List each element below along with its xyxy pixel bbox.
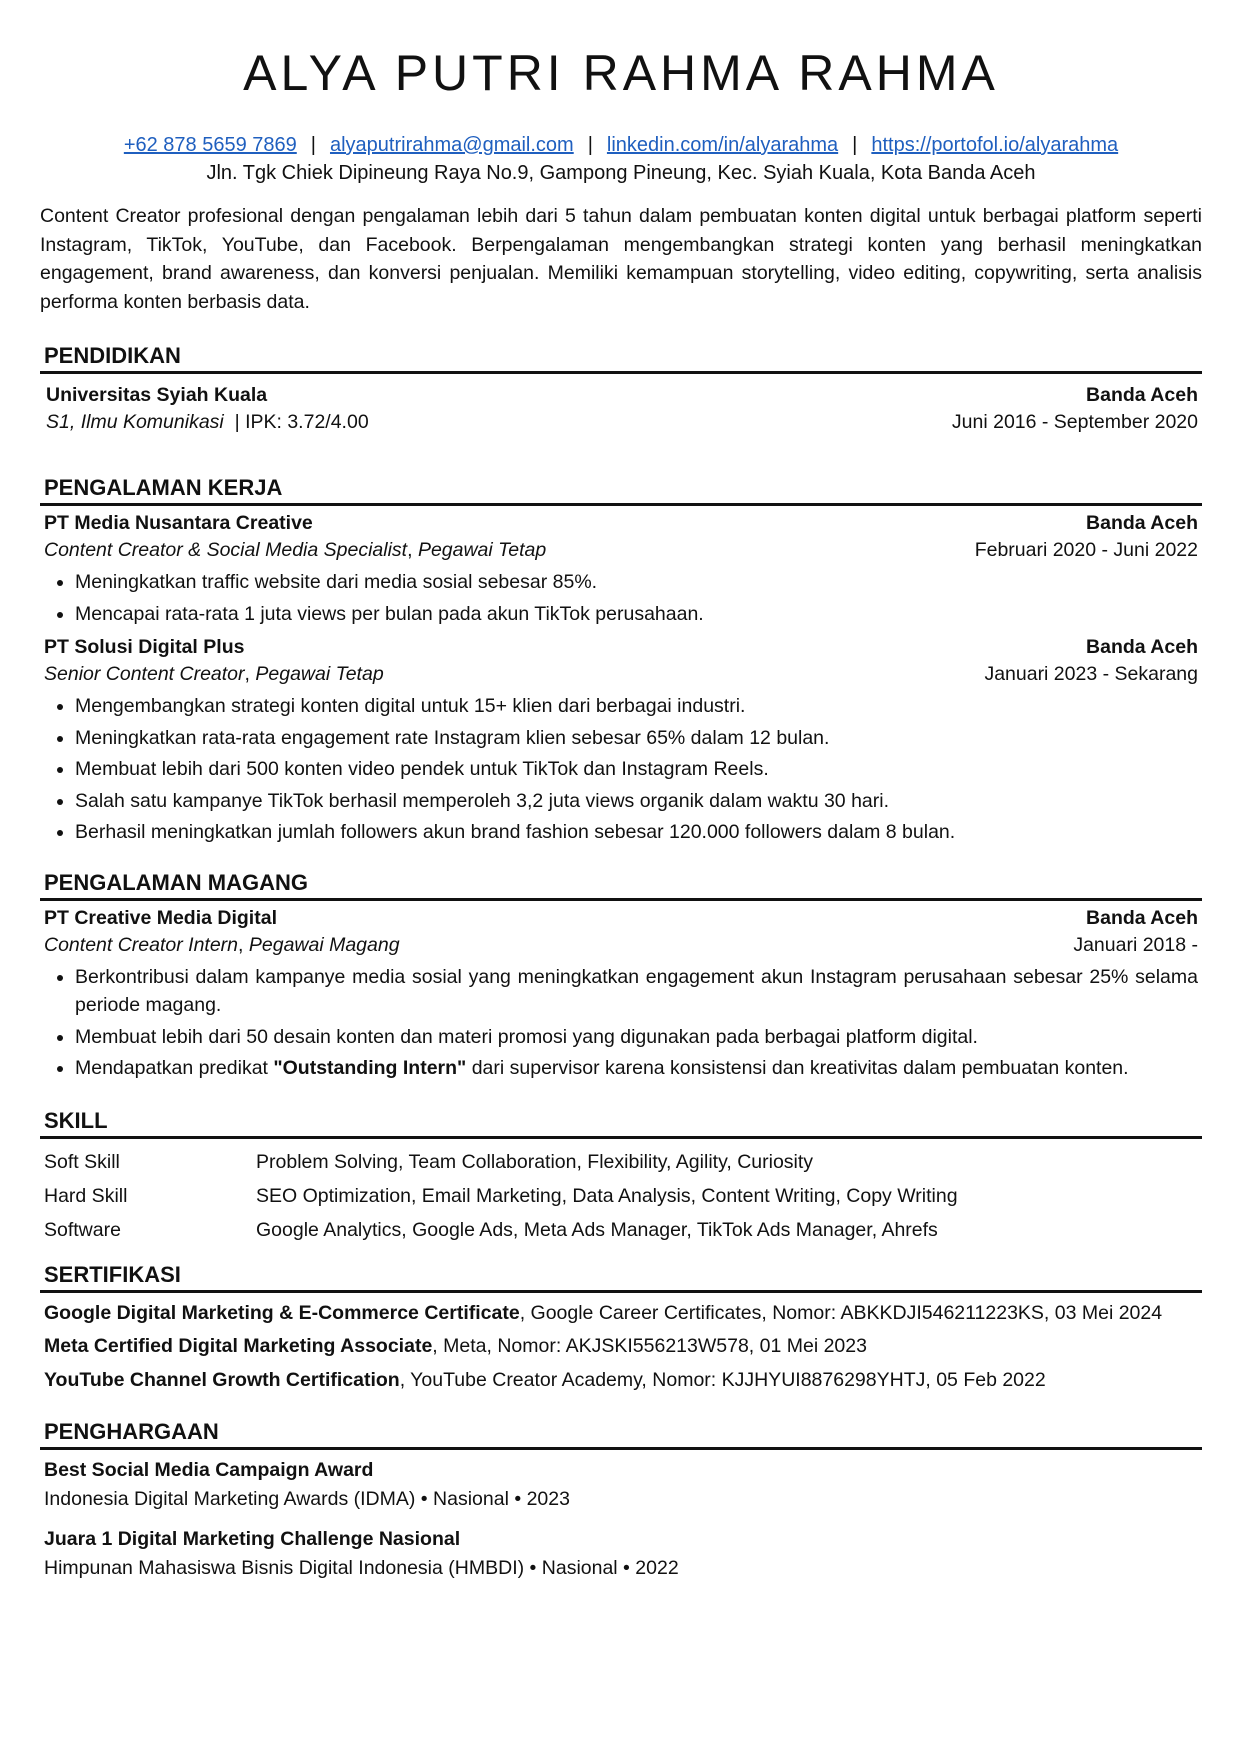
- list-item: • Berkontribusi dalam kampanye media sosial yang meningkatkan engagement akun Instagram perusahaan sebesar 25% selama periode magang.: [75, 963, 1198, 1020]
- certifications-section: [40, 1261, 1202, 1395]
- skill-row: [44, 1145, 1198, 1179]
- gpa: | IPK: 3.72/4.00: [223, 411, 369, 433]
- bullet-highlight: "Outstanding Intern": [273, 1057, 467, 1079]
- email-link[interactable]: alyaputrirahma@gmail.com: [329, 134, 574, 156]
- list-item: • Meningkatkan rata-rata engagement rate Instagram klien sebesar 65% dalam 12 bulan.: [75, 724, 1198, 753]
- contact-line: [40, 132, 1202, 158]
- skills-table: [40, 1139, 1202, 1247]
- company-name: PT Creative Media Digital: [44, 906, 277, 929]
- major: , Ilmu Komunikasi: [69, 411, 224, 433]
- company-name: PT Solusi Digital Plus: [44, 636, 245, 658]
- job-bullets: [44, 568, 1198, 628]
- education-period: Juni 2016 - September 2020: [951, 411, 1198, 433]
- section-title-skills: SKILL: [40, 1107, 1202, 1139]
- job-location: Banda Aceh: [1086, 512, 1198, 534]
- section-title-education: PENDIDIKAN: [40, 342, 1202, 374]
- separator: |: [310, 134, 316, 156]
- job-type: Pegawai Tetap: [417, 539, 547, 561]
- candidate-name: ALYA PUTRI RAHMA RAHMA: [243, 45, 999, 101]
- job-role-line: Content Creator & Social Media Specialist, Pegawai Tetap: [44, 539, 547, 561]
- internship-section: [40, 869, 1202, 1083]
- internship-role-line: Content Creator Intern, Pegawai Magang: [44, 933, 400, 956]
- skill-category: Soft Skill: [44, 1150, 120, 1173]
- internship-role: Content Creator Intern: [44, 933, 239, 956]
- award-detail: Indonesia Digital Marketing Awards (IDMA) • Nasional • 2023: [44, 1487, 570, 1510]
- award-name: Best Social Media Campaign Award: [44, 1459, 374, 1481]
- list-item: • Mencapai rata-rata 1 juta views per bulan pada akun TikTok perusahaan.: [75, 600, 1198, 629]
- skill-items: SEO Optimization, Email Marketing, Data Analysis, Content Writing, Copy Writing: [256, 1184, 958, 1207]
- experience-section: [40, 474, 1202, 847]
- certification-item: [40, 1366, 1202, 1395]
- summary: Content Creator profesional dengan pengalaman lebih dari 5 tahun dalam pembuatan konten digital untuk berbagai platform seperti Instagram, TikTok, YouTube, dan Facebook. Berpengalaman mengembangkan strategi konten yang berhasil meningkatkan engagement, brand awareness, dan konversi penjualan. Memiliki kemampuan storytelling, video editing, copywriting, serta analisis performa konten berbasis data.: [40, 205, 1202, 313]
- skill-items: Problem Solving, Team Collaboration, Flexibility, Agility, Curiosity: [256, 1150, 814, 1173]
- list-item: • Membuat lebih dari 500 konten video pendek untuk TikTok dan Instagram Reels.: [75, 755, 1198, 784]
- degree: S1: [46, 411, 70, 433]
- certification-detail: , Meta, Nomor: AKJSKI556213W578, 01 Mei 2023: [432, 1335, 867, 1357]
- school-location: Banda Aceh: [1086, 384, 1198, 406]
- phone-link[interactable]: +62 878 5659 7869: [123, 134, 297, 156]
- list-item: • Mengembangkan strategi konten digital untuk 15+ klien dari berbagai industri.: [75, 692, 1198, 721]
- portfolio-link[interactable]: https://portofol.io/alyarahma: [871, 134, 1119, 156]
- section-title-experience: PENGALAMAN KERJA: [40, 474, 1202, 506]
- job-entry: [40, 634, 1202, 847]
- job-role-line: Senior Content Creator, Pegawai Tetap: [44, 663, 384, 685]
- job-entry: [40, 510, 1202, 628]
- list-item: • Salah satu kampanye TikTok berhasil memperoleh 3,2 juta views organik dalam waktu 30 hari.: [75, 787, 1198, 816]
- school-name: Universitas Syiah Kuala: [46, 384, 268, 406]
- job-location: Banda Aceh: [1086, 636, 1198, 658]
- skill-category: Hard Skill: [44, 1184, 128, 1207]
- job-role: Content Creator & Social Media Specialist: [44, 539, 408, 561]
- skill-category: Software: [44, 1218, 121, 1241]
- certification-detail: , Google Career Certificates, Nomor: ABKKDJI546211223KS, 03 Mei 2024: [519, 1301, 1163, 1324]
- internship-period: Januari 2018 -: [1073, 933, 1198, 956]
- education-entry: [40, 374, 1202, 436]
- job-period: Januari 2023 - Sekarang: [984, 663, 1198, 685]
- separator: |: [852, 134, 858, 156]
- skills-section: [40, 1107, 1202, 1247]
- award-name: Juara 1 Digital Marketing Challenge Nasional: [44, 1528, 461, 1550]
- internship-entry: [40, 905, 1202, 1083]
- section-title-internship: PENGALAMAN MAGANG: [40, 869, 1202, 901]
- internship-type: Pegawai Magang: [248, 933, 400, 956]
- bullet-text: Mendapatkan predikat: [75, 1057, 274, 1079]
- job-bullets: [44, 692, 1198, 847]
- linkedin-link[interactable]: linkedin.com/in/alyarahma: [606, 134, 839, 156]
- certification-item: [40, 1332, 1202, 1361]
- award-item: [40, 1456, 1202, 1513]
- bullet-text: dari supervisor karena konsistensi dan kreativitas dalam pembuatan konten.: [466, 1057, 1129, 1079]
- section-title-certifications: SERTIFIKASI: [40, 1261, 1202, 1293]
- skill-row: [44, 1179, 1198, 1213]
- company-name: PT Media Nusantara Creative: [44, 512, 313, 534]
- internship-bullets: [44, 963, 1198, 1083]
- internship-location: Banda Aceh: [1086, 906, 1198, 929]
- list-item: • Berhasil meningkatkan jumlah followers akun brand fashion sebesar 120.000 followers dalam 8 bulan.: [75, 818, 1198, 847]
- degree-line: [46, 409, 369, 436]
- list-item: • Meningkatkan traffic website dari media sosial sebesar 85%.: [75, 568, 1198, 597]
- section-title-awards: PENGHARGAAN: [40, 1418, 1202, 1450]
- certification-name: YouTube Channel Growth Certification: [44, 1368, 400, 1391]
- job-type: Pegawai Tetap: [255, 663, 384, 685]
- certification-detail: , YouTube Creator Academy, Nomor: KJJHYUI8876298YHTJ, 05 Feb 2022: [399, 1368, 1046, 1391]
- job-role: Senior Content Creator: [44, 663, 245, 685]
- education-section: [40, 342, 1202, 436]
- separator: |: [587, 134, 593, 156]
- certification-item: [40, 1299, 1202, 1328]
- skill-items: Google Analytics, Google Ads, Meta Ads Manager, TikTok Ads Manager, Ahrefs: [256, 1218, 938, 1241]
- address: Jln. Tgk Chiek Dipineung Raya No.9, Gampong Pineung, Kec. Syiah Kuala, Kota Banda Aceh: [206, 162, 1036, 184]
- certification-name: Meta Certified Digital Marketing Associate: [44, 1335, 433, 1357]
- award-item: [40, 1525, 1202, 1582]
- award-detail: Himpunan Mahasiswa Bisnis Digital Indonesia (HMBDI) • Nasional • 2022: [44, 1556, 679, 1579]
- job-period: Februari 2020 - Juni 2022: [974, 539, 1198, 561]
- awards-section: [40, 1418, 1202, 1582]
- list-item: • Membuat lebih dari 50 desain konten dan materi promosi yang digunakan pada berbagai platform digital.: [75, 1023, 1198, 1052]
- list-item: [75, 1054, 1198, 1083]
- skill-row: [44, 1213, 1198, 1247]
- certification-name: Google Digital Marketing & E-Commerce Certificate: [44, 1301, 520, 1324]
